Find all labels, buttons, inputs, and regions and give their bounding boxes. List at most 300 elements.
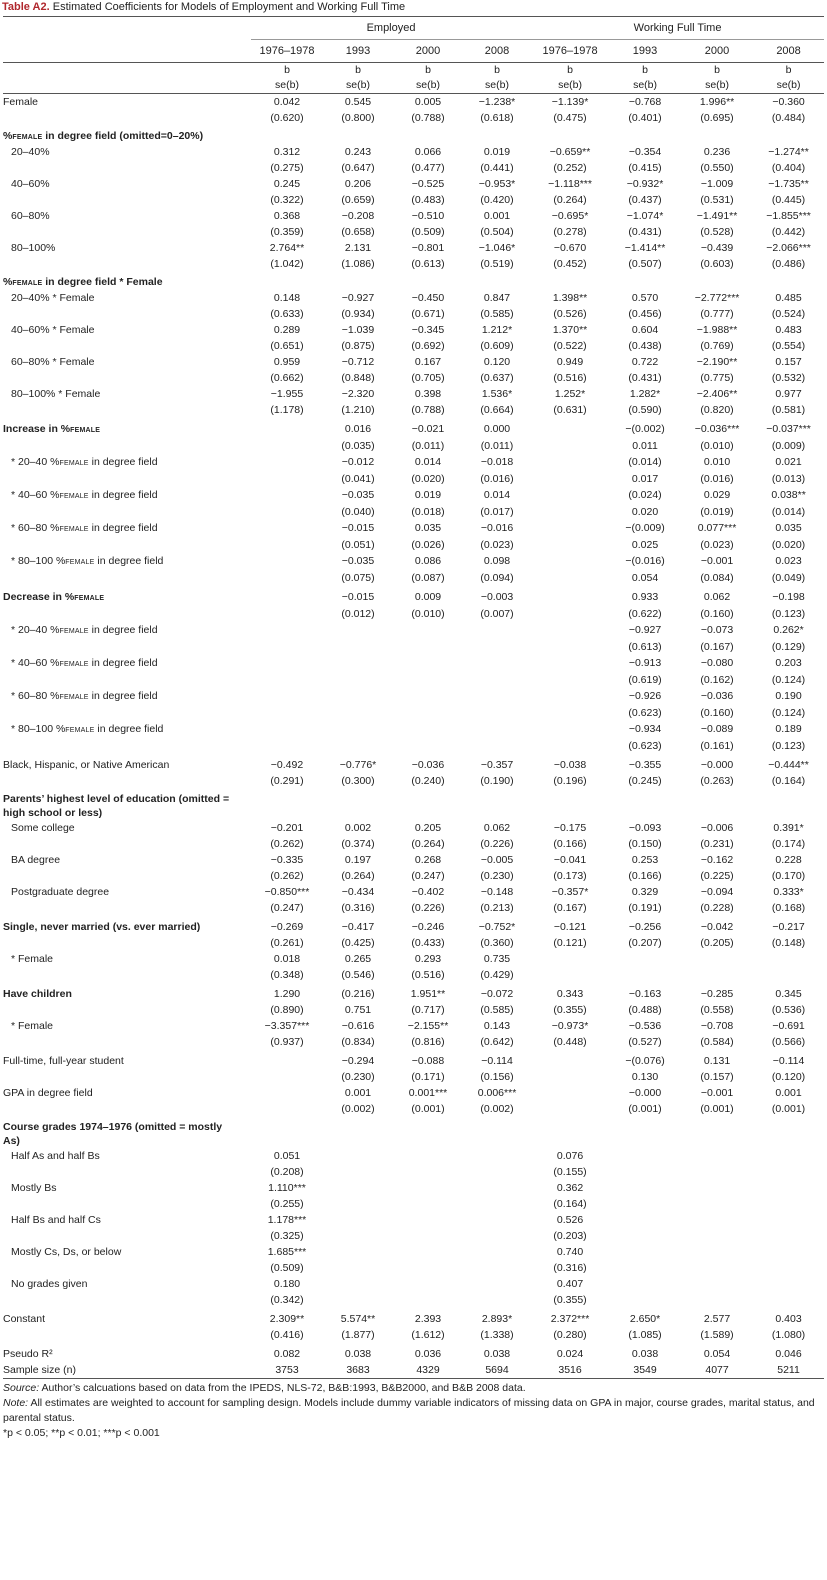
coefficient-cell: 0.253 bbox=[631, 854, 659, 866]
std-error-cell: (0.275) bbox=[270, 162, 304, 174]
coefficient-cell: 0.190 bbox=[775, 690, 802, 702]
coefficient-cell: −0.708 bbox=[700, 1020, 734, 1032]
coefficient-cell: 2.393 bbox=[414, 1313, 442, 1325]
std-error-cell: (1.210) bbox=[341, 404, 375, 416]
std-error-cell: (0.023) bbox=[480, 539, 514, 551]
coefficient-cell bbox=[323, 1212, 393, 1228]
std-error-cell: (0.007) bbox=[480, 608, 514, 620]
group-header-full-time: Working Full Time bbox=[531, 17, 824, 40]
std-error-cell: (0.207) bbox=[628, 937, 662, 949]
std-error-cell: (0.647) bbox=[341, 162, 375, 174]
table-row bbox=[3, 1212, 824, 1228]
coefficient-cell bbox=[251, 688, 323, 705]
row-label: Constant bbox=[3, 1313, 46, 1325]
coefficient-cell: 0.740 bbox=[556, 1246, 584, 1258]
table-row bbox=[3, 1053, 824, 1069]
coefficient-cell bbox=[393, 721, 463, 738]
std-error-cell: (0.020) bbox=[411, 473, 445, 485]
coefficient-cell bbox=[463, 622, 531, 639]
coefficient-cell: 4077 bbox=[705, 1364, 729, 1376]
table-row bbox=[3, 589, 824, 606]
table-row bbox=[3, 553, 824, 570]
std-error-cell bbox=[251, 570, 323, 586]
std-error-cell: (0.001) bbox=[700, 1103, 734, 1115]
coefficient-cell: −0.927 bbox=[628, 624, 662, 636]
coefficient-cell: (0.216) bbox=[341, 988, 375, 1000]
row-label: 60–80% * Female bbox=[11, 356, 95, 368]
coefficient-cell: 5211 bbox=[777, 1364, 800, 1376]
coefficient-cell: −0.005 bbox=[480, 854, 514, 866]
se-row bbox=[3, 504, 824, 520]
se-row bbox=[3, 773, 824, 789]
table-row bbox=[3, 1244, 824, 1260]
coefficient-cell: −1.074* bbox=[626, 210, 664, 222]
std-error-cell: (0.094) bbox=[480, 572, 514, 584]
std-error-cell: (0.620) bbox=[270, 112, 304, 124]
coefficient-cell: 0.098 bbox=[483, 555, 511, 567]
coefficient-cell: 1.536* bbox=[481, 388, 513, 400]
std-error-cell bbox=[531, 438, 609, 454]
row-label: BA degree bbox=[11, 854, 61, 866]
row-label: Half Bs and half Cs bbox=[11, 1214, 101, 1226]
coefficient-cell: −0.659** bbox=[549, 146, 591, 158]
table-row bbox=[3, 721, 824, 738]
row-label: 40–60% * Female bbox=[11, 324, 95, 336]
row-label: * 40–60 %female in degree field bbox=[11, 657, 158, 669]
std-error-cell: (0.001) bbox=[411, 1103, 445, 1115]
bottom-rule bbox=[3, 1378, 824, 1379]
coefficient-cell: 0.018 bbox=[273, 953, 301, 965]
coefficient-cell: 0.243 bbox=[344, 146, 372, 158]
table-row bbox=[3, 1148, 824, 1164]
coefficient-cell: −0.036 bbox=[700, 690, 734, 702]
se-row bbox=[3, 1196, 824, 1212]
std-error-cell: (1.086) bbox=[341, 258, 375, 270]
std-error-cell bbox=[753, 1228, 824, 1244]
coefficient-cell: −0.036*** bbox=[694, 423, 740, 435]
se-row bbox=[3, 110, 824, 126]
std-error-cell: (0.041) bbox=[341, 473, 375, 485]
std-error-cell: (0.155) bbox=[553, 1166, 587, 1178]
coefficient-cell: −2.155** bbox=[407, 1020, 449, 1032]
se-row bbox=[3, 1164, 824, 1180]
std-error-cell: (0.416) bbox=[270, 1329, 304, 1341]
std-error-cell: (0.355) bbox=[553, 1294, 587, 1306]
coefficient-cell: 2.131 bbox=[344, 242, 372, 254]
std-error-cell bbox=[531, 738, 609, 754]
coefficient-cell: 0.333* bbox=[773, 886, 804, 898]
se-row bbox=[3, 224, 824, 240]
std-error-cell bbox=[393, 672, 463, 688]
coefficient-cell bbox=[609, 1212, 681, 1228]
std-error-cell: (0.011) bbox=[411, 440, 445, 452]
std-error-cell: (0.247) bbox=[411, 870, 445, 882]
row-label: * 20–40 %female in degree field bbox=[11, 456, 158, 468]
coefficient-cell bbox=[609, 1148, 681, 1164]
coefficient-cell: 0.735 bbox=[483, 953, 511, 965]
coefficient-cell: 0.485 bbox=[775, 292, 802, 304]
stat-header: b se(b) bbox=[558, 64, 583, 91]
coefficient-cell: −0.752* bbox=[478, 921, 516, 933]
coefficient-cell bbox=[531, 951, 609, 967]
coefficient-cell bbox=[753, 1180, 824, 1196]
std-error-cell bbox=[609, 1164, 681, 1180]
std-error-cell: (0.532) bbox=[771, 372, 806, 384]
std-error-cell: (0.429) bbox=[480, 969, 514, 981]
std-error-cell bbox=[609, 1260, 681, 1276]
row-label: 80–100% bbox=[11, 242, 56, 254]
std-error-cell: (0.585) bbox=[480, 308, 514, 320]
std-error-cell: (0.014) bbox=[771, 506, 806, 518]
std-error-cell bbox=[681, 967, 753, 983]
std-error-cell bbox=[681, 1196, 753, 1212]
std-error-cell: (0.448) bbox=[553, 1036, 587, 1048]
std-error-cell bbox=[681, 1292, 753, 1308]
stat-header: b se(b) bbox=[275, 64, 299, 91]
std-error-cell: (0.431) bbox=[628, 372, 662, 384]
std-error-cell: (0.166) bbox=[553, 838, 587, 850]
coefficient-cell: 0.245 bbox=[273, 178, 301, 190]
coefficient-cell bbox=[251, 454, 323, 471]
table-row bbox=[3, 421, 824, 438]
coefficient-cell bbox=[251, 589, 323, 606]
coefficient-cell: 1.282* bbox=[629, 388, 661, 400]
std-error-cell bbox=[463, 1228, 531, 1244]
coefficient-cell bbox=[251, 1053, 323, 1069]
std-error-cell: (0.401) bbox=[628, 112, 662, 124]
coefficient-cell: −(0.016) bbox=[625, 555, 665, 567]
se-row bbox=[3, 639, 824, 655]
coefficient-cell bbox=[681, 1180, 753, 1196]
std-error-cell bbox=[753, 967, 824, 983]
std-error-cell: (0.425) bbox=[341, 937, 375, 949]
coefficient-cell: −0.114 bbox=[772, 1055, 805, 1067]
std-error-cell: (0.642) bbox=[480, 1036, 514, 1048]
std-error-cell: (0.609) bbox=[480, 340, 514, 352]
coefficient-cell: −1.955 bbox=[270, 388, 304, 400]
table-row bbox=[3, 454, 824, 471]
coefficient-cell: 0.343 bbox=[556, 988, 584, 1000]
std-error-cell: (0.018) bbox=[411, 506, 445, 518]
std-error-cell: (0.264) bbox=[341, 870, 375, 882]
coefficient-cell: (0.014) bbox=[628, 456, 662, 468]
std-error-cell: (0.360) bbox=[480, 937, 514, 949]
std-error-cell: (0.278) bbox=[553, 226, 587, 238]
coefficient-cell: −0.850*** bbox=[264, 886, 310, 898]
std-error-cell: (0.524) bbox=[771, 308, 806, 320]
std-error-cell bbox=[323, 1228, 393, 1244]
coefficient-cell: −1.414** bbox=[624, 242, 666, 254]
std-error-cell: (0.516) bbox=[411, 969, 445, 981]
coefficient-cell: −0.015 bbox=[341, 591, 375, 603]
std-error-cell bbox=[609, 1292, 681, 1308]
coefficient-cell: −0.712 bbox=[341, 356, 375, 368]
std-error-cell: (0.245) bbox=[628, 775, 662, 787]
row-label: Single, never married (vs. ever married) bbox=[3, 921, 201, 933]
std-error-cell bbox=[531, 504, 609, 520]
std-error-cell: (0.171) bbox=[411, 1071, 445, 1083]
row-label: Pseudo R² bbox=[3, 1348, 53, 1360]
coefficient-cell: −1.118*** bbox=[548, 178, 592, 190]
se-row bbox=[3, 1292, 824, 1308]
section-label-cont: As) bbox=[3, 1135, 20, 1147]
coefficient-cell: −0.012 bbox=[341, 456, 375, 468]
coefficient-cell bbox=[681, 1148, 753, 1164]
std-error-cell: (0.019) bbox=[700, 506, 734, 518]
std-error-cell: (0.150) bbox=[628, 838, 662, 850]
se-row bbox=[3, 570, 824, 586]
row-label: 40–60% bbox=[11, 178, 50, 190]
table-row bbox=[3, 1362, 824, 1378]
se-row bbox=[3, 868, 824, 884]
coefficient-cell: −0.444** bbox=[768, 759, 809, 771]
coefficient-cell: 0.042 bbox=[273, 96, 301, 108]
coefficient-cell: 0.000 bbox=[483, 423, 511, 435]
row-label: * 20–40 %female in degree field bbox=[11, 624, 158, 636]
coefficient-cell: 0.143 bbox=[483, 1020, 511, 1032]
coefficient-cell bbox=[393, 655, 463, 672]
coefficient-cell bbox=[463, 1212, 531, 1228]
coefficient-cell: 0.036 bbox=[414, 1348, 442, 1360]
std-error-cell: (0.123) bbox=[771, 740, 806, 752]
coefficient-cell bbox=[531, 421, 609, 438]
coefficient-cell: −1.735** bbox=[768, 178, 809, 190]
coefficient-cell: 1.685*** bbox=[267, 1246, 307, 1258]
std-error-cell: (0.433) bbox=[411, 937, 445, 949]
std-error-cell: (0.174) bbox=[771, 838, 806, 850]
std-error-cell: (0.148) bbox=[771, 937, 806, 949]
coefficient-cell: −0.037*** bbox=[766, 423, 811, 435]
std-error-cell: (0.692) bbox=[411, 340, 445, 352]
std-error-cell: (0.623) bbox=[628, 707, 662, 719]
coefficient-cell: −0.691 bbox=[772, 1020, 805, 1032]
coefficient-cell bbox=[463, 1244, 531, 1260]
coefficient-cell: 0.062 bbox=[703, 591, 731, 603]
std-error-cell: (0.002) bbox=[341, 1103, 375, 1115]
coefficient-cell bbox=[681, 1244, 753, 1260]
coefficient-cell: 0.066 bbox=[414, 146, 442, 158]
coefficient-cell: −0.357* bbox=[551, 886, 589, 898]
std-error-cell: (0.348) bbox=[270, 969, 304, 981]
se-row bbox=[3, 705, 824, 721]
std-error-cell: (0.173) bbox=[553, 870, 587, 882]
std-error-cell: (0.536) bbox=[771, 1004, 806, 1016]
coefficient-cell bbox=[323, 1148, 393, 1164]
std-error-cell: (0.934) bbox=[341, 308, 375, 320]
coefficient-cell bbox=[251, 421, 323, 438]
coefficient-cell: 0.131 bbox=[703, 1055, 731, 1067]
coefficient-cell: 0.023 bbox=[775, 555, 802, 567]
std-error-cell: (0.374) bbox=[341, 838, 375, 850]
coefficient-cell: −0.510 bbox=[411, 210, 445, 222]
coefficient-cell: 0.086 bbox=[414, 555, 442, 567]
row-label: 80–100% * Female bbox=[11, 388, 101, 400]
std-error-cell: (0.280) bbox=[553, 1329, 587, 1341]
se-row bbox=[3, 1101, 824, 1117]
table-row bbox=[3, 1180, 824, 1196]
coefficient-cell bbox=[393, 1148, 463, 1164]
table-title-text: Estimated Coefficients for Models of Employment and Working Full Time bbox=[52, 1, 406, 13]
std-error-cell: (0.240) bbox=[411, 775, 445, 787]
coefficient-cell: 0.526 bbox=[556, 1214, 584, 1226]
std-error-cell: (0.017) bbox=[480, 506, 514, 518]
std-error-cell: (0.633) bbox=[270, 308, 304, 320]
std-error-cell bbox=[393, 1292, 463, 1308]
se-row bbox=[3, 192, 824, 208]
std-error-cell: (0.226) bbox=[411, 902, 445, 914]
se-row bbox=[3, 1002, 824, 1018]
coefficient-cell: −2.772*** bbox=[694, 292, 740, 304]
coefficient-cell bbox=[531, 655, 609, 672]
std-error-cell: (0.009) bbox=[771, 440, 806, 452]
section-label: %female in degree field * Female bbox=[3, 276, 163, 288]
std-error-cell: 0.017 bbox=[631, 473, 659, 485]
std-error-cell: (0.775) bbox=[700, 372, 734, 384]
coefficient-cell: −1.046* bbox=[478, 242, 516, 254]
coefficient-cell bbox=[393, 1212, 463, 1228]
coefficient-cell: 0.014 bbox=[483, 489, 511, 501]
std-error-cell: (0.507) bbox=[628, 258, 662, 270]
coefficient-cell: 0.076 bbox=[556, 1150, 584, 1162]
coefficient-cell: 0.289 bbox=[273, 324, 301, 336]
std-error-cell: (1.877) bbox=[341, 1329, 375, 1341]
std-error-cell: (0.585) bbox=[480, 1004, 514, 1016]
coefficient-cell: −0.355 bbox=[628, 759, 662, 771]
coefficient-cell: −0.670 bbox=[553, 242, 587, 254]
table-row bbox=[3, 386, 824, 402]
coefficient-cell: −0.035 bbox=[341, 555, 375, 567]
std-error-cell: (0.010) bbox=[411, 608, 445, 620]
std-error-cell bbox=[753, 1164, 824, 1180]
coefficient-cell: −0.616 bbox=[341, 1020, 375, 1032]
coefficient-cell: 0.570 bbox=[631, 292, 659, 304]
std-error-cell: (0.263) bbox=[700, 775, 734, 787]
coefficient-cell: 2.650* bbox=[629, 1313, 661, 1325]
coefficient-cell: −1.039 bbox=[341, 324, 375, 336]
coefficient-cell bbox=[531, 721, 609, 738]
coefficient-cell: −0.973* bbox=[551, 1020, 589, 1032]
coefficient-cell: −0.041 bbox=[553, 854, 587, 866]
std-error-cell bbox=[463, 639, 531, 655]
coefficient-cell: 0.014 bbox=[414, 456, 442, 468]
coefficient-cell: 0.009 bbox=[414, 591, 442, 603]
table-row bbox=[3, 94, 824, 111]
coefficient-cell: −2.320 bbox=[341, 388, 375, 400]
std-error-cell: (0.164) bbox=[771, 775, 806, 787]
coefficient-cell bbox=[681, 951, 753, 967]
std-error-cell: (0.359) bbox=[270, 226, 304, 238]
coefficient-cell: −1.009 bbox=[700, 178, 734, 190]
coefficient-cell: −0.525 bbox=[411, 178, 445, 190]
se-row bbox=[3, 1069, 824, 1085]
table-body bbox=[3, 94, 824, 1379]
std-error-cell bbox=[531, 705, 609, 721]
coefficient-cell: −0.492 bbox=[270, 759, 304, 771]
coefficient-cell bbox=[463, 655, 531, 672]
coefficient-cell: 0.148 bbox=[273, 292, 301, 304]
coefficient-cell: −0.776* bbox=[339, 759, 377, 771]
std-error-cell: (0.051) bbox=[341, 539, 375, 551]
std-error-cell: (0.264) bbox=[411, 838, 445, 850]
coefficient-cell bbox=[251, 721, 323, 738]
std-error-cell: (0.001) bbox=[771, 1103, 806, 1115]
std-error-cell: 0.054 bbox=[631, 572, 659, 584]
std-error-cell bbox=[463, 672, 531, 688]
coefficient-cell: 0.236 bbox=[703, 146, 731, 158]
coefficient-cell: −1.238* bbox=[478, 96, 516, 108]
std-error-cell: (0.190) bbox=[480, 775, 514, 787]
year-header-row bbox=[3, 40, 824, 63]
se-row bbox=[3, 672, 824, 688]
std-error-cell: (0.404) bbox=[771, 162, 806, 174]
group-header-employed: Employed bbox=[251, 17, 531, 40]
coefficient-cell: −0.208 bbox=[341, 210, 375, 222]
coefficient-cell: 0.368 bbox=[273, 210, 301, 222]
se-row bbox=[3, 606, 824, 622]
year-header: 2000 bbox=[704, 45, 730, 57]
coefficient-cell: 0.189 bbox=[775, 723, 802, 735]
coefficient-cell bbox=[531, 589, 609, 606]
coefficient-cell: −0.042 bbox=[700, 921, 734, 933]
coefficient-cell: 0.001 bbox=[483, 210, 511, 222]
table-row bbox=[3, 208, 824, 224]
coefficient-cell: −0.036 bbox=[411, 759, 445, 771]
std-error-cell: (0.816) bbox=[411, 1036, 445, 1048]
coefficient-cell: 0.483 bbox=[775, 324, 802, 336]
coefficient-cell bbox=[531, 553, 609, 570]
coefficient-cell: 0.722 bbox=[631, 356, 659, 368]
std-error-cell bbox=[251, 1101, 323, 1117]
coefficient-cell: 0.010 bbox=[703, 456, 731, 468]
std-error-cell: (0.252) bbox=[553, 162, 587, 174]
std-error-cell: (0.010) bbox=[700, 440, 734, 452]
coefficient-cell bbox=[531, 688, 609, 705]
coefficient-cell bbox=[323, 1276, 393, 1292]
table-title bbox=[0, 0, 827, 16]
table-title-label: Table A2. bbox=[2, 1, 50, 13]
coefficient-cell: 1.252* bbox=[554, 388, 586, 400]
std-error-cell: (0.618) bbox=[480, 112, 514, 124]
std-error-cell: (0.247) bbox=[270, 902, 304, 914]
coefficient-cell bbox=[251, 520, 323, 537]
se-row bbox=[3, 1034, 824, 1050]
coefficient-cell: 0.016 bbox=[344, 423, 372, 435]
coefficient-cell: −0.217 bbox=[772, 921, 805, 933]
std-error-cell: (0.170) bbox=[771, 870, 806, 882]
coefficient-cell: 0.268 bbox=[414, 854, 442, 866]
std-error-cell bbox=[463, 1196, 531, 1212]
coefficient-cell: 0.038** bbox=[771, 489, 806, 501]
std-error-cell: (0.001) bbox=[628, 1103, 662, 1115]
std-error-cell: (0.002) bbox=[480, 1103, 514, 1115]
table-row bbox=[3, 919, 824, 935]
std-error-cell bbox=[323, 1292, 393, 1308]
coefficient-cell: 0.933 bbox=[631, 591, 659, 603]
coefficient-cell: −0.450 bbox=[411, 292, 445, 304]
coefficient-cell: 2.577 bbox=[703, 1313, 731, 1325]
std-error-cell: (0.121) bbox=[553, 937, 587, 949]
coefficient-cell bbox=[393, 1244, 463, 1260]
row-label: Some college bbox=[11, 822, 75, 834]
stat-header-row bbox=[3, 63, 824, 94]
coefficient-cell: −0.080 bbox=[700, 657, 734, 669]
std-error-cell: (0.695) bbox=[700, 112, 734, 124]
coefficient-cell: −0.001 bbox=[700, 555, 734, 567]
std-error-cell: (0.484) bbox=[771, 112, 806, 124]
std-error-cell: (0.342) bbox=[270, 1294, 304, 1306]
std-error-cell: (0.619) bbox=[628, 674, 662, 686]
coefficient-cell: −0.256 bbox=[628, 921, 662, 933]
